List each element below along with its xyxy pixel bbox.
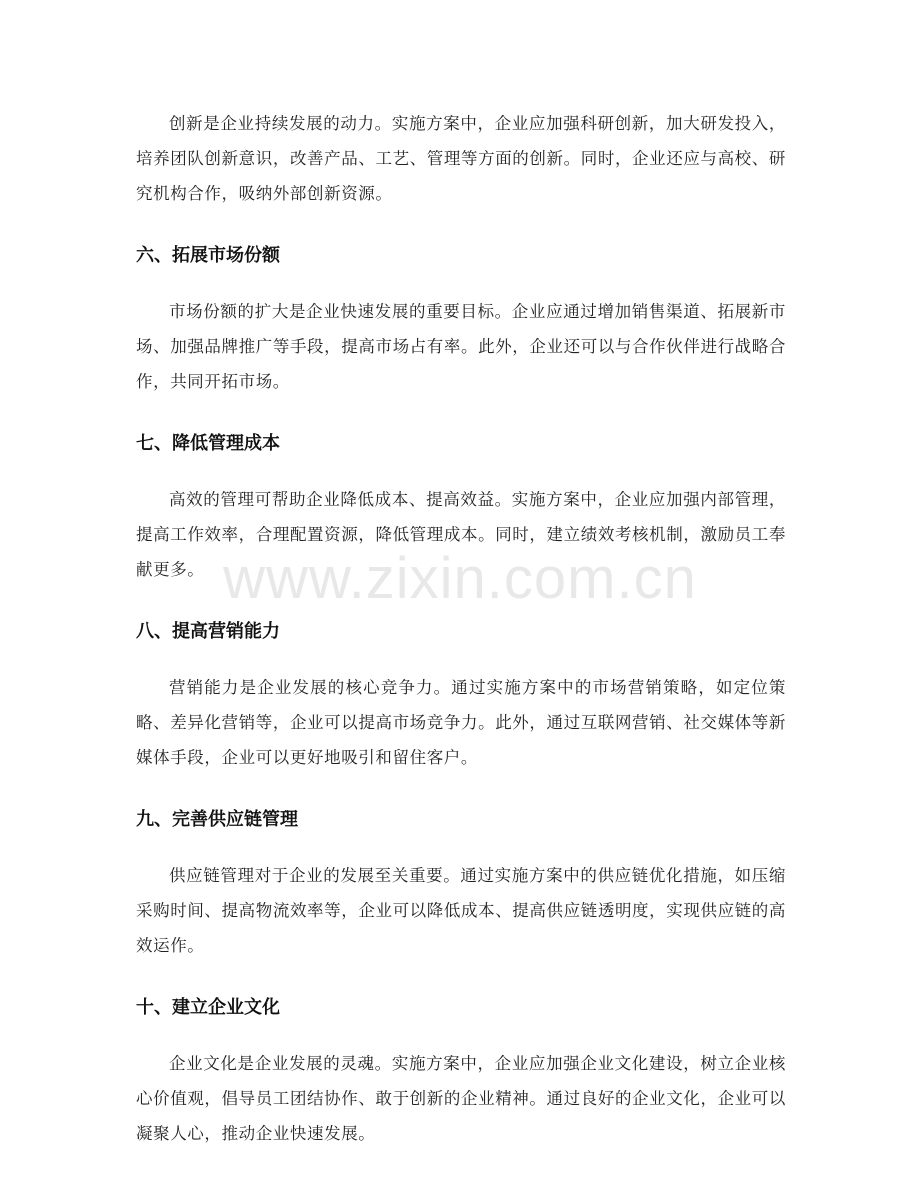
section-heading-7: 七、降低管理成本	[136, 433, 280, 454]
section-body-6: 市场份额的扩大是企业快速发展的重要目标。企业应通过增加销售渠道、拓展新市场、加强品牌推广等手段，提高市场占有率。此外，企业还可以与合作伙伴进行战略合作，共同开拓市场。	[136, 302, 786, 391]
section-body-9: 供应链管理对于企业的发展至关重要。通过实施方案中的供应链优化措施，如压缩采购时间、提高物流效率等，企业可以降低成本、提高供应链透明度，实现供应链的高效运作。	[136, 866, 786, 955]
section-body-10: 企业文化是企业发展的灵魂。实施方案中，企业应加强企业文化建设，树立企业核心价值观，倡导员工团结协作、敢于创新的企业精神。通过良好的企业文化，企业可以凝聚人心，推动企业快速发展。	[136, 1054, 786, 1143]
intro-paragraph: 创新是企业持续发展的动力。实施方案中，企业应加强科研创新，加大研发投入，培养团队创新意识，改善产品、工艺、管理等方面的创新。同时，企业还应与高校、研究机构合作，吸纳外部创新资源。	[136, 114, 786, 203]
watermark: www.zixin.com.cn	[223, 546, 697, 611]
section-heading-6: 六、拓展市场份额	[136, 245, 280, 266]
section-heading-9: 九、完善供应链管理	[136, 809, 298, 830]
document-content	[136, 106, 786, 1151]
section-body-8: 营销能力是企业发展的核心竞争力。通过实施方案中的市场营销策略，如定位策略、差异化营销等，企业可以提高市场竞争力。此外，通过互联网营销、社交媒体等新媒体手段，企业可以更好地吸引和留住客户。	[136, 678, 786, 767]
section-body-7: 高效的管理可帮助企业降低成本、提高效益。实施方案中，企业应加强内部管理，提高工作效率，合理配置资源，降低管理成本。同时，建立绩效考核机制，激励员工奉献更多。	[136, 490, 786, 579]
section-heading-8: 八、提高营销能力	[136, 621, 280, 642]
section-heading-10: 十、建立企业文化	[136, 997, 280, 1018]
